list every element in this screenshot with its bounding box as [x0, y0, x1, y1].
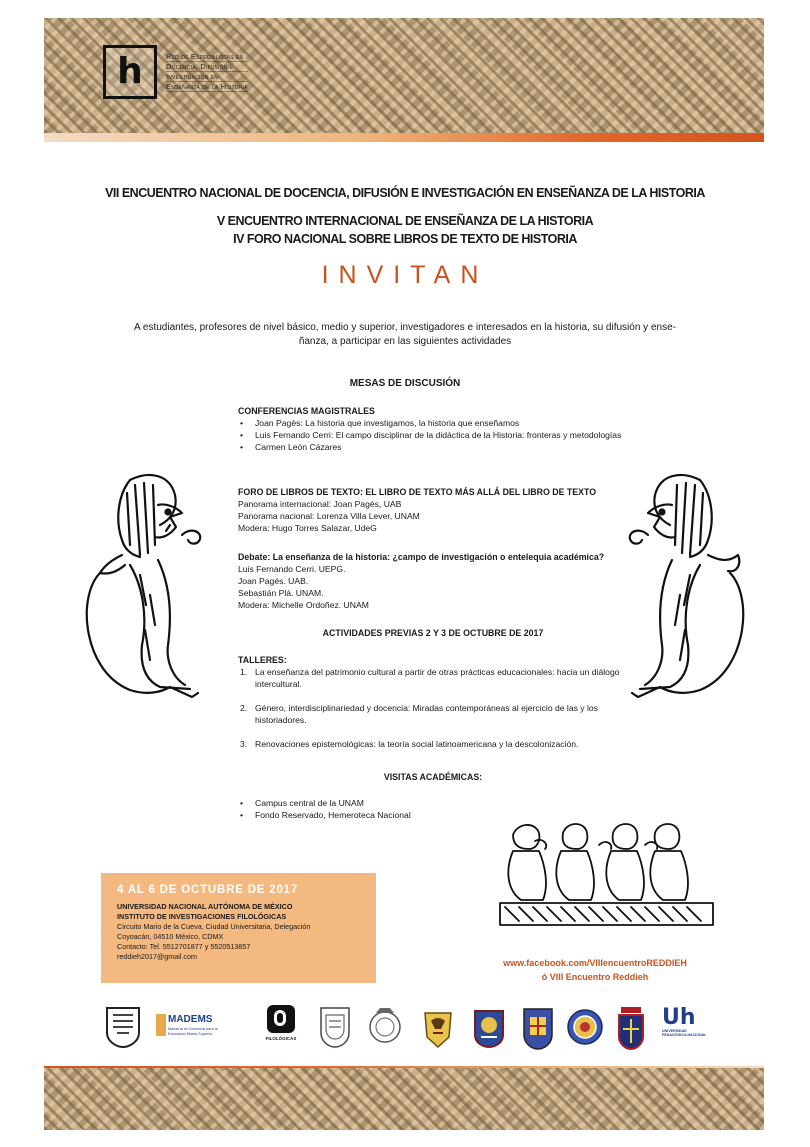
foro-line: Panorama nacional: Lorenza Villa Lever, UNAM	[238, 511, 420, 521]
conferencias-section	[238, 405, 628, 453]
intro-text: A estudiantes, profesores de nivel básico, medio y superior, investigadores e interesados en la historia, su difusión y ense-ñanza, a participar en las siguientes actividades	[134, 322, 676, 347]
invitan-heading: INVITAN	[321, 261, 489, 289]
date-info-box	[101, 873, 376, 983]
talleres-heading: TALLERES:	[238, 655, 287, 665]
logo-text: Red de Especialistas en Docencia, Difusión e Investigación en Enseñanza de la Historia	[166, 52, 248, 91]
foro-line: Panorama internacional: Joan Pagès, UAB	[238, 499, 402, 509]
debate-heading: Debate: La enseñanza de la historia: ¿campo de investigación o entelequia académica?	[238, 552, 605, 562]
visitas-heading: VISITAS ACADÉMICAS:	[383, 772, 483, 782]
conferencias-heading: CONFERENCIAS MAGISTRALES	[238, 406, 375, 416]
sponsor-logos	[0, 1005, 810, 1055]
facebook-link[interactable]: www.facebook.com/VIIIencuentroREDDIEH	[503, 958, 687, 968]
indigenous-figure-right	[610, 465, 760, 705]
university-seal-5-icon	[566, 1005, 604, 1049]
indigenous-figure-left	[70, 465, 220, 705]
list-item: • Luis Fernando Cerri: El campo disciplinar de la didáctica de la Historia: fronteras y metodologías	[238, 429, 628, 441]
university-crest-6-icon	[616, 1005, 646, 1051]
address-line: Coyoacán, 04510 México, CDMX	[117, 932, 224, 941]
list-item: • Fondo Reservado, Hemeroteca Nacional	[238, 809, 628, 821]
filologicas-logo: FILOLÓGICAS	[264, 1005, 298, 1041]
org-line: UNIVERSIDAD NACIONAL AUTÓNOMA DE MÉXICO	[117, 902, 293, 911]
debate-section	[238, 551, 628, 611]
talleres-section	[238, 654, 628, 762]
list-item: • Campus central de la UNAM	[238, 797, 628, 809]
debate-line: Luis Fernando Cerri. UEPG.	[238, 564, 346, 574]
debate-line: Modera: Michelle Ordoñez. UNAM	[238, 600, 369, 610]
email-line: reddieh2017@gmail.com	[117, 952, 198, 961]
title-line-1: VII ENCUENTRO NACIONAL DE DOCENCIA, DIFUSIÓN E INVESTIGACIÓN EN ENSEÑANZA DE LA HISTORIA	[105, 186, 705, 200]
header-stripe	[44, 133, 764, 142]
unam-logo-icon	[104, 1005, 142, 1049]
list-item: 1. La enseñanza del patrimonio cultural a partir de otras prácticas educacionales: hacia un diálogo intercultural.	[240, 667, 620, 689]
upn-logo: Uh UNIVERSIDAD PEDAGÓGICA NACIONAL	[662, 1005, 707, 1038]
foro-line: Modera: Hugo Torres Salazar, UdeG	[238, 523, 377, 533]
list-item: 2. Género, interdisciplinariedad y docencia: Miradas contemporáneas al ejercicio de las y los historiadores.	[240, 703, 598, 725]
debate-line: Sebastián Plá. UNAM.	[238, 588, 324, 598]
reddieh-logo: h	[103, 45, 157, 99]
list-item: • Carmen León Cázares	[238, 441, 628, 453]
mapems-logo: MADEMS Maestría en Docencia para la Educación Media Superior	[156, 1014, 221, 1040]
eagle-crest-icon	[421, 1005, 455, 1049]
university-shield-4-icon	[521, 1005, 555, 1051]
footer-banner	[44, 1068, 764, 1130]
foro-section	[238, 486, 628, 534]
mesas-heading: MESAS DE DISCUSIÓN	[349, 378, 461, 389]
university-crest-2-icon	[366, 1005, 404, 1049]
university-shield-1-icon	[318, 1005, 352, 1049]
title-line-2: V ENCUENTRO INTERNACIONAL DE ENSEÑANZA DE LA HISTORIA	[216, 214, 594, 228]
address-line: Circuito Mario de la Cueva, Ciudad Universitaria, Delegación	[117, 922, 311, 931]
org-line: INSTITUTO DE INVESTIGACIONES FILOLÓGICAS	[117, 912, 287, 921]
venue-info	[117, 902, 310, 962]
social-info	[470, 956, 720, 984]
list-item: 3. Renovaciones epistemológicas: la teoría social latinoamericana y la descolonización.	[240, 739, 579, 749]
university-crest-3-icon	[471, 1005, 507, 1049]
foro-heading: FORO DE LIBROS DE TEXTO: EL LIBRO DE TEXTO MÁS ALLÁ DEL LIBRO DE TEXTO	[238, 487, 597, 497]
indigenous-group-figure	[495, 815, 720, 930]
debate-line: Joan Pagés. UAB.	[238, 576, 309, 586]
title-line-3: IV FORO NACIONAL SOBRE LIBROS DE TEXTO DE HISTORIA	[233, 232, 577, 246]
contact-line: Contacto: Tel. 5512701877 y 5520513857	[117, 942, 251, 951]
list-item: • Joan Pagès: La historia que investigamos, la historia que enseñamos	[238, 417, 628, 429]
actividades-heading: ACTIVIDADES PREVIAS 2 Y 3 DE OCTUBRE DE 2017	[322, 628, 544, 638]
event-date: 4 AL 6 DE OCTUBRE DE 2017	[117, 884, 299, 896]
facebook-alt: ó VIII Encuentro Reddieh	[541, 972, 649, 982]
